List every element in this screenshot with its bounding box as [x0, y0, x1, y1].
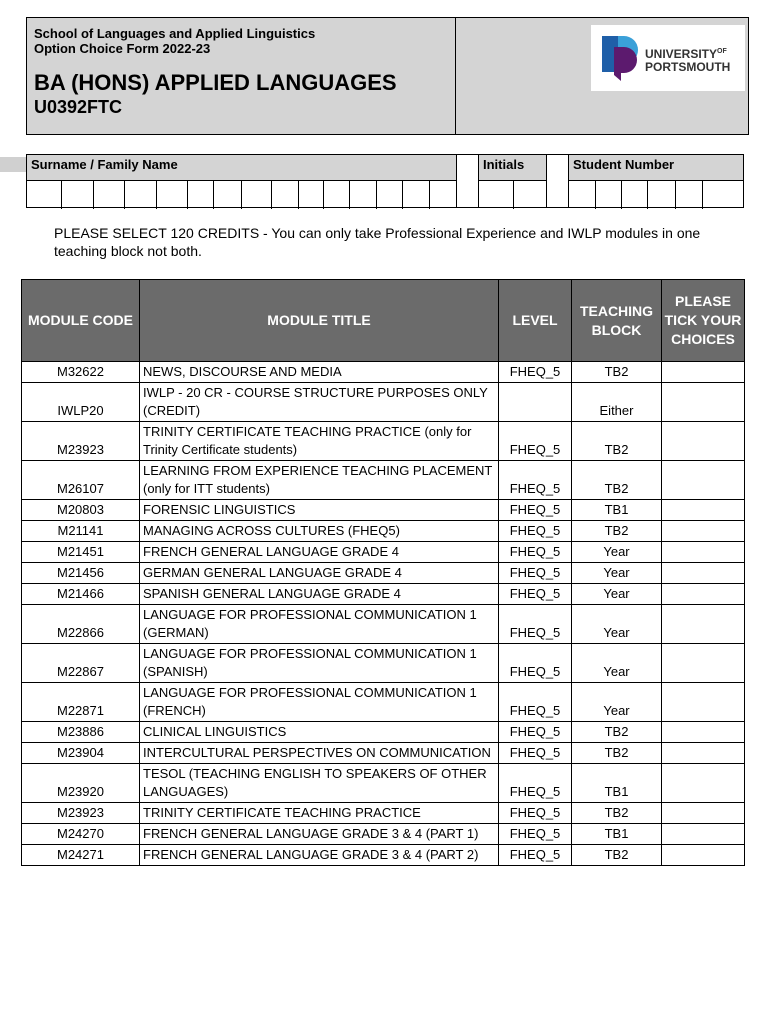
choice-tick-cell[interactable] [662, 584, 745, 605]
module-code: M21456 [22, 563, 140, 584]
module-title: FRENCH GENERAL LANGUAGE GRADE 4 [140, 542, 499, 563]
teaching-block: TB1 [572, 824, 662, 845]
module-title: INTERCULTURAL PERSPECTIVES ON COMMUNICATION [140, 743, 499, 764]
teaching-block: Year [572, 644, 662, 683]
choice-tick-cell[interactable] [662, 521, 745, 542]
module-title: MANAGING ACROSS CULTURES (FHEQ5) [140, 521, 499, 542]
choice-tick-cell[interactable] [662, 683, 745, 722]
grid-cell-divider [621, 181, 622, 209]
grid-cell-divider [513, 181, 514, 209]
grid-cell-divider [349, 181, 350, 209]
choice-tick-cell[interactable] [662, 644, 745, 683]
table-row [22, 722, 745, 743]
school-name: School of Languages and Applied Linguistics [34, 26, 316, 41]
module-code: M22866 [22, 605, 140, 644]
grid-cell-divider [702, 181, 703, 209]
grid-cell-divider [187, 181, 188, 209]
grid-cell-divider [429, 181, 430, 209]
grid-cell-divider [647, 181, 648, 209]
teaching-block: TB1 [572, 764, 662, 803]
grid-cell-divider [298, 181, 299, 209]
choice-tick-cell[interactable] [662, 743, 745, 764]
module-code: M21466 [22, 584, 140, 605]
module-code: M23920 [22, 764, 140, 803]
programme-code: U0392FTC [34, 97, 123, 117]
table-header-row [22, 280, 745, 362]
module-level: FHEQ_5 [499, 722, 572, 743]
module-code: M32622 [22, 362, 140, 383]
grid-cell-divider [124, 181, 125, 209]
table-row [22, 362, 745, 383]
module-code: IWLP20 [22, 383, 140, 422]
teaching-block: Year [572, 542, 662, 563]
choice-tick-cell[interactable] [662, 764, 745, 803]
module-code: M23923 [22, 422, 140, 461]
col-teaching-block: TEACHING BLOCK [572, 280, 662, 362]
module-level: FHEQ_5 [499, 422, 572, 461]
module-code: M22867 [22, 644, 140, 683]
module-title: LANGUAGE FOR PROFESSIONAL COMMUNICATION 1 (FRENCH) [140, 683, 499, 722]
grid-cell-divider [402, 181, 403, 209]
choice-tick-cell[interactable] [662, 845, 745, 866]
initials-label: Initials [483, 157, 525, 172]
table-row [22, 422, 745, 461]
grid-cell-divider [595, 181, 596, 209]
module-title: SPANISH GENERAL LANGUAGE GRADE 4 [140, 584, 499, 605]
grid-cell-divider [156, 181, 157, 209]
choice-tick-cell[interactable] [662, 605, 745, 644]
grid-cell-divider [241, 181, 242, 209]
module-level: FHEQ_5 [499, 743, 572, 764]
choice-tick-cell[interactable] [662, 422, 745, 461]
side-tab [0, 157, 26, 172]
grid-gap [456, 155, 478, 207]
teaching-block: TB2 [572, 743, 662, 764]
grid-cell-divider [376, 181, 377, 209]
module-title: LEARNING FROM EXPERIENCE TEACHING PLACEMENT (only for ITT students) [140, 461, 499, 500]
module-level: FHEQ_5 [499, 500, 572, 521]
table-row [22, 605, 745, 644]
teaching-block: TB2 [572, 422, 662, 461]
module-code: M23904 [22, 743, 140, 764]
module-level: FHEQ_5 [499, 362, 572, 383]
grid-line [478, 155, 479, 207]
table-row [22, 521, 745, 542]
module-title: GERMAN GENERAL LANGUAGE GRADE 4 [140, 563, 499, 584]
table-row [22, 644, 745, 683]
module-title: LANGUAGE FOR PROFESSIONAL COMMUNICATION 1 (SPANISH) [140, 644, 499, 683]
table-row [22, 584, 745, 605]
grid-cell-divider [213, 181, 214, 209]
module-code: M21141 [22, 521, 140, 542]
choice-tick-cell[interactable] [662, 563, 745, 584]
grid-line [568, 155, 569, 207]
grid-cell-divider [93, 181, 94, 209]
table-row [22, 743, 745, 764]
grid-gap [546, 155, 568, 207]
module-title: TRINITY CERTIFICATE TEACHING PRACTICE (only for Trinity Certificate students) [140, 422, 499, 461]
module-title: NEWS, DISCOURSE AND MEDIA [140, 362, 499, 383]
grid-cell-divider [271, 181, 272, 209]
module-level: FHEQ_5 [499, 824, 572, 845]
teaching-block: Year [572, 584, 662, 605]
table-row [22, 845, 745, 866]
university-logo [591, 25, 745, 91]
module-code: M24271 [22, 845, 140, 866]
module-title: LANGUAGE FOR PROFESSIONAL COMMUNICATION 1 (GERMAN) [140, 605, 499, 644]
module-code: M20803 [22, 500, 140, 521]
teaching-block: Year [572, 563, 662, 584]
module-level: FHEQ_5 [499, 683, 572, 722]
col-module-code: MODULE CODE [22, 280, 140, 362]
module-title: FRENCH GENERAL LANGUAGE GRADE 3 & 4 (PART 1) [140, 824, 499, 845]
grid-line [546, 155, 547, 207]
module-level: FHEQ_5 [499, 584, 572, 605]
module-table [21, 279, 745, 866]
table-row [22, 563, 745, 584]
module-title: TRINITY CERTIFICATE TEACHING PRACTICE [140, 803, 499, 824]
teaching-block: TB2 [572, 722, 662, 743]
teaching-block: Year [572, 683, 662, 722]
module-level: FHEQ_5 [499, 461, 572, 500]
module-level [499, 383, 572, 422]
choice-tick-cell[interactable] [662, 824, 745, 845]
choice-tick-cell[interactable] [662, 383, 745, 422]
teaching-block: Either [572, 383, 662, 422]
module-code: M22871 [22, 683, 140, 722]
choice-tick-cell[interactable] [662, 362, 745, 383]
module-level: FHEQ_5 [499, 764, 572, 803]
choice-tick-cell[interactable] [662, 542, 745, 563]
module-level: FHEQ_5 [499, 521, 572, 542]
module-title: TESOL (TEACHING ENGLISH TO SPEAKERS OF OTHER LANGUAGES) [140, 764, 499, 803]
teaching-block: Year [572, 605, 662, 644]
grid-line [456, 155, 457, 207]
grid-cell-divider [675, 181, 676, 209]
programme-title: BA (HONS) APPLIED LANGUAGES [34, 70, 397, 95]
module-code: M23923 [22, 803, 140, 824]
module-code: M23886 [22, 722, 140, 743]
col-module-title: MODULE TITLE [140, 280, 499, 362]
student-number-label: Student Number [573, 157, 675, 172]
choice-tick-cell[interactable] [662, 461, 745, 500]
table-row [22, 803, 745, 824]
module-level: FHEQ_5 [499, 803, 572, 824]
teaching-block: TB1 [572, 500, 662, 521]
table-row [22, 383, 745, 422]
form-header [26, 17, 749, 135]
choice-tick-cell[interactable] [662, 803, 745, 824]
module-level: FHEQ_5 [499, 563, 572, 584]
module-level: FHEQ_5 [499, 845, 572, 866]
choice-tick-cell[interactable] [662, 500, 745, 521]
table-row [22, 824, 745, 845]
module-level: FHEQ_5 [499, 605, 572, 644]
grid-cell-divider [61, 181, 62, 209]
col-tick-choices: PLEASE TICK YOUR CHOICES [662, 280, 745, 362]
teaching-block: TB2 [572, 461, 662, 500]
student-details-grid[interactable] [26, 154, 744, 208]
grid-cell-divider [323, 181, 324, 209]
form-title: Option Choice Form 2022-23 [34, 41, 211, 56]
choice-tick-cell[interactable] [662, 722, 745, 743]
surname-label: Surname / Family Name [31, 157, 178, 172]
table-row [22, 461, 745, 500]
teaching-block: TB2 [572, 362, 662, 383]
module-level: FHEQ_5 [499, 644, 572, 683]
table-row [22, 683, 745, 722]
logo-mark-icon [597, 25, 647, 91]
header-divider [455, 18, 456, 134]
teaching-block: TB2 [572, 845, 662, 866]
table-row [22, 500, 745, 521]
instructions-text: PLEASE SELECT 120 CREDITS - You can only take Professional Experience and IWLP modules in one teaching block not both. [54, 225, 701, 259]
module-title: FORENSIC LINGUISTICS [140, 500, 499, 521]
module-title: IWLP - 20 CR - COURSE STRUCTURE PURPOSES ONLY (CREDIT) [140, 383, 499, 422]
module-title: CLINICAL LINGUISTICS [140, 722, 499, 743]
table-row [22, 764, 745, 803]
table-row [22, 542, 745, 563]
module-code: M21451 [22, 542, 140, 563]
module-code: M26107 [22, 461, 140, 500]
module-level: FHEQ_5 [499, 542, 572, 563]
module-title: FRENCH GENERAL LANGUAGE GRADE 3 & 4 (PART 2) [140, 845, 499, 866]
teaching-block: TB2 [572, 521, 662, 542]
teaching-block: TB2 [572, 803, 662, 824]
col-level: LEVEL [499, 280, 572, 362]
module-code: M24270 [22, 824, 140, 845]
logo-wordmark: $UNIVERSITY^{OF}$ PORTSMOUTH [645, 47, 731, 74]
